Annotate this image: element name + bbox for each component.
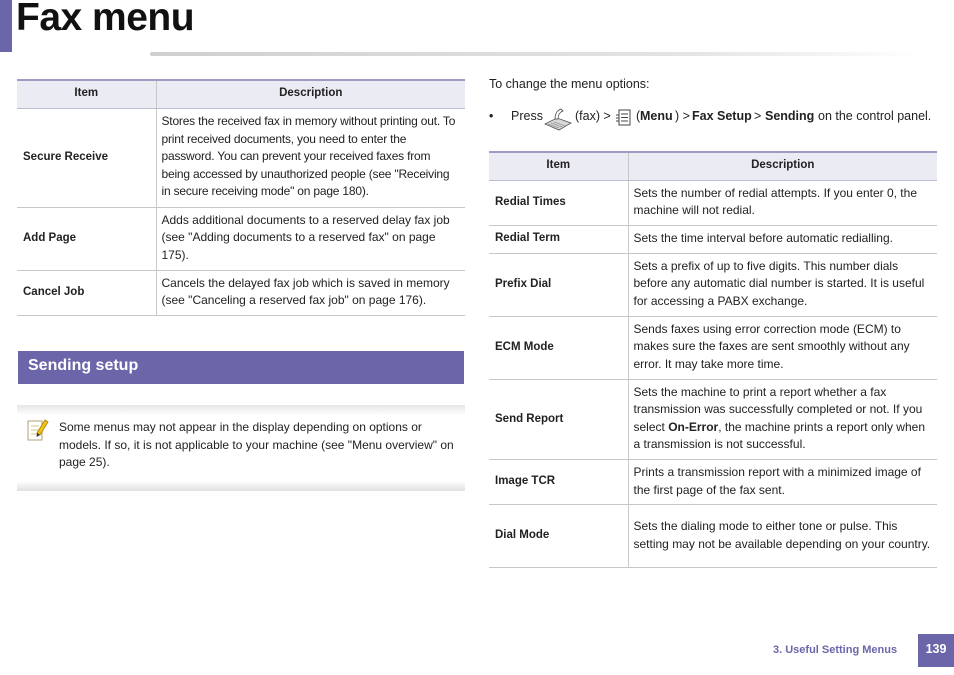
row-item: Redial Times <box>489 180 628 225</box>
desc-text: , the machine prints a report only when a transmission is not successful. <box>633 419 925 452</box>
section-title: Sending setup <box>28 357 139 374</box>
column-header-item: Item <box>489 152 628 180</box>
row-item: Image TCR <box>489 460 628 505</box>
table-row <box>489 225 937 253</box>
note-text: Some menus may not appear in the display depending on options or models. If so, it is not applicable to your machine (see "Menu overview" on page 25). <box>59 420 454 470</box>
title-accent-bar <box>0 0 12 52</box>
table-row <box>17 108 465 207</box>
row-item: Prefix Dial <box>489 253 628 316</box>
fax-menu-table <box>17 79 465 316</box>
row-description: Sets the number of redial attempts. If you enter 0, the machine will not redial. <box>628 180 937 225</box>
row-description: Prints a transmission report with a minimized image of the first page of the fax sent. <box>628 460 937 505</box>
row-item: Redial Term <box>489 225 628 253</box>
column-header-item: Item <box>17 80 156 108</box>
sending-text: Sending <box>765 109 815 123</box>
desc-text: Sets the machine to print a report whether a fax transmission was successfully completed or not. If you select <box>633 384 923 434</box>
table-row <box>17 207 465 270</box>
suffix-text: on the control panel. <box>818 109 932 123</box>
row-item: Send Report <box>489 379 628 459</box>
fax-key-icon <box>543 108 573 132</box>
sending-setup-table <box>489 151 937 568</box>
row-description <box>628 379 937 459</box>
table-row <box>489 180 937 225</box>
column-header-description: Description <box>628 152 937 180</box>
title-underline <box>150 52 920 56</box>
table-row <box>489 379 937 459</box>
instruction-line <box>489 108 947 128</box>
row-description: Stores the received fax in memory without printing out. To print received documents, you need to enter the password. You can prevent your received faxes from being accessed by unauthorized people (see "Receiving in secure receiving mode" on page 180). <box>156 108 465 207</box>
section-header <box>18 351 464 384</box>
table-row <box>17 270 465 315</box>
row-item: ECM Mode <box>489 316 628 379</box>
on-error-text: On-Error <box>668 419 719 434</box>
paren-close: ) > <box>675 109 690 123</box>
table-row <box>489 253 937 316</box>
fax-setup-text: Fax Setup <box>692 109 752 123</box>
bullet: • <box>489 109 494 123</box>
row-description: Cancels the delayed fax job which is saved in memory (see "Canceling a reserved fax job" on page 176). <box>156 270 465 315</box>
row-item: Secure Receive <box>17 108 156 207</box>
gt-separator: > <box>754 109 762 123</box>
note-box <box>17 405 465 491</box>
note-pencil-icon <box>25 417 49 443</box>
row-description: Sets the time interval before automatic redialling. <box>628 225 937 253</box>
intro-text: To change the menu options: <box>489 77 650 91</box>
fax-text: (fax) > <box>575 109 611 123</box>
row-item: Add Page <box>17 207 156 270</box>
page-number-badge <box>918 634 954 667</box>
row-item: Dial Mode <box>489 505 628 568</box>
table-row <box>489 316 937 379</box>
row-description: Adds additional documents to a reserved delay fax job (see "Adding documents to a reserved fax" on page 175). <box>156 207 465 270</box>
press-text: Press <box>511 109 543 123</box>
row-description: Sets the dialing mode to either tone or pulse. This setting may not be available depending on your country. <box>628 505 937 568</box>
table-row <box>489 460 937 505</box>
row-item: Cancel Job <box>17 270 156 315</box>
footer-chapter: 3. Useful Setting Menus <box>773 644 898 656</box>
paren-open: ( <box>636 109 641 123</box>
menu-key-icon <box>615 108 633 127</box>
menu-text: Menu <box>640 109 673 123</box>
page-title: Fax menu <box>16 0 195 39</box>
row-description: Sets a prefix of up to five digits. This number dials before any automatic dial number is started. It is useful for accessing a PABX exchange. <box>628 253 937 316</box>
table-row <box>489 505 937 568</box>
row-description: Sends faxes using error correction mode (ECM) to makes sure the faxes are sent smoothly without any error. It may take more time. <box>628 316 937 379</box>
column-header-description: Description <box>156 80 465 108</box>
page-number: 139 <box>925 642 947 656</box>
